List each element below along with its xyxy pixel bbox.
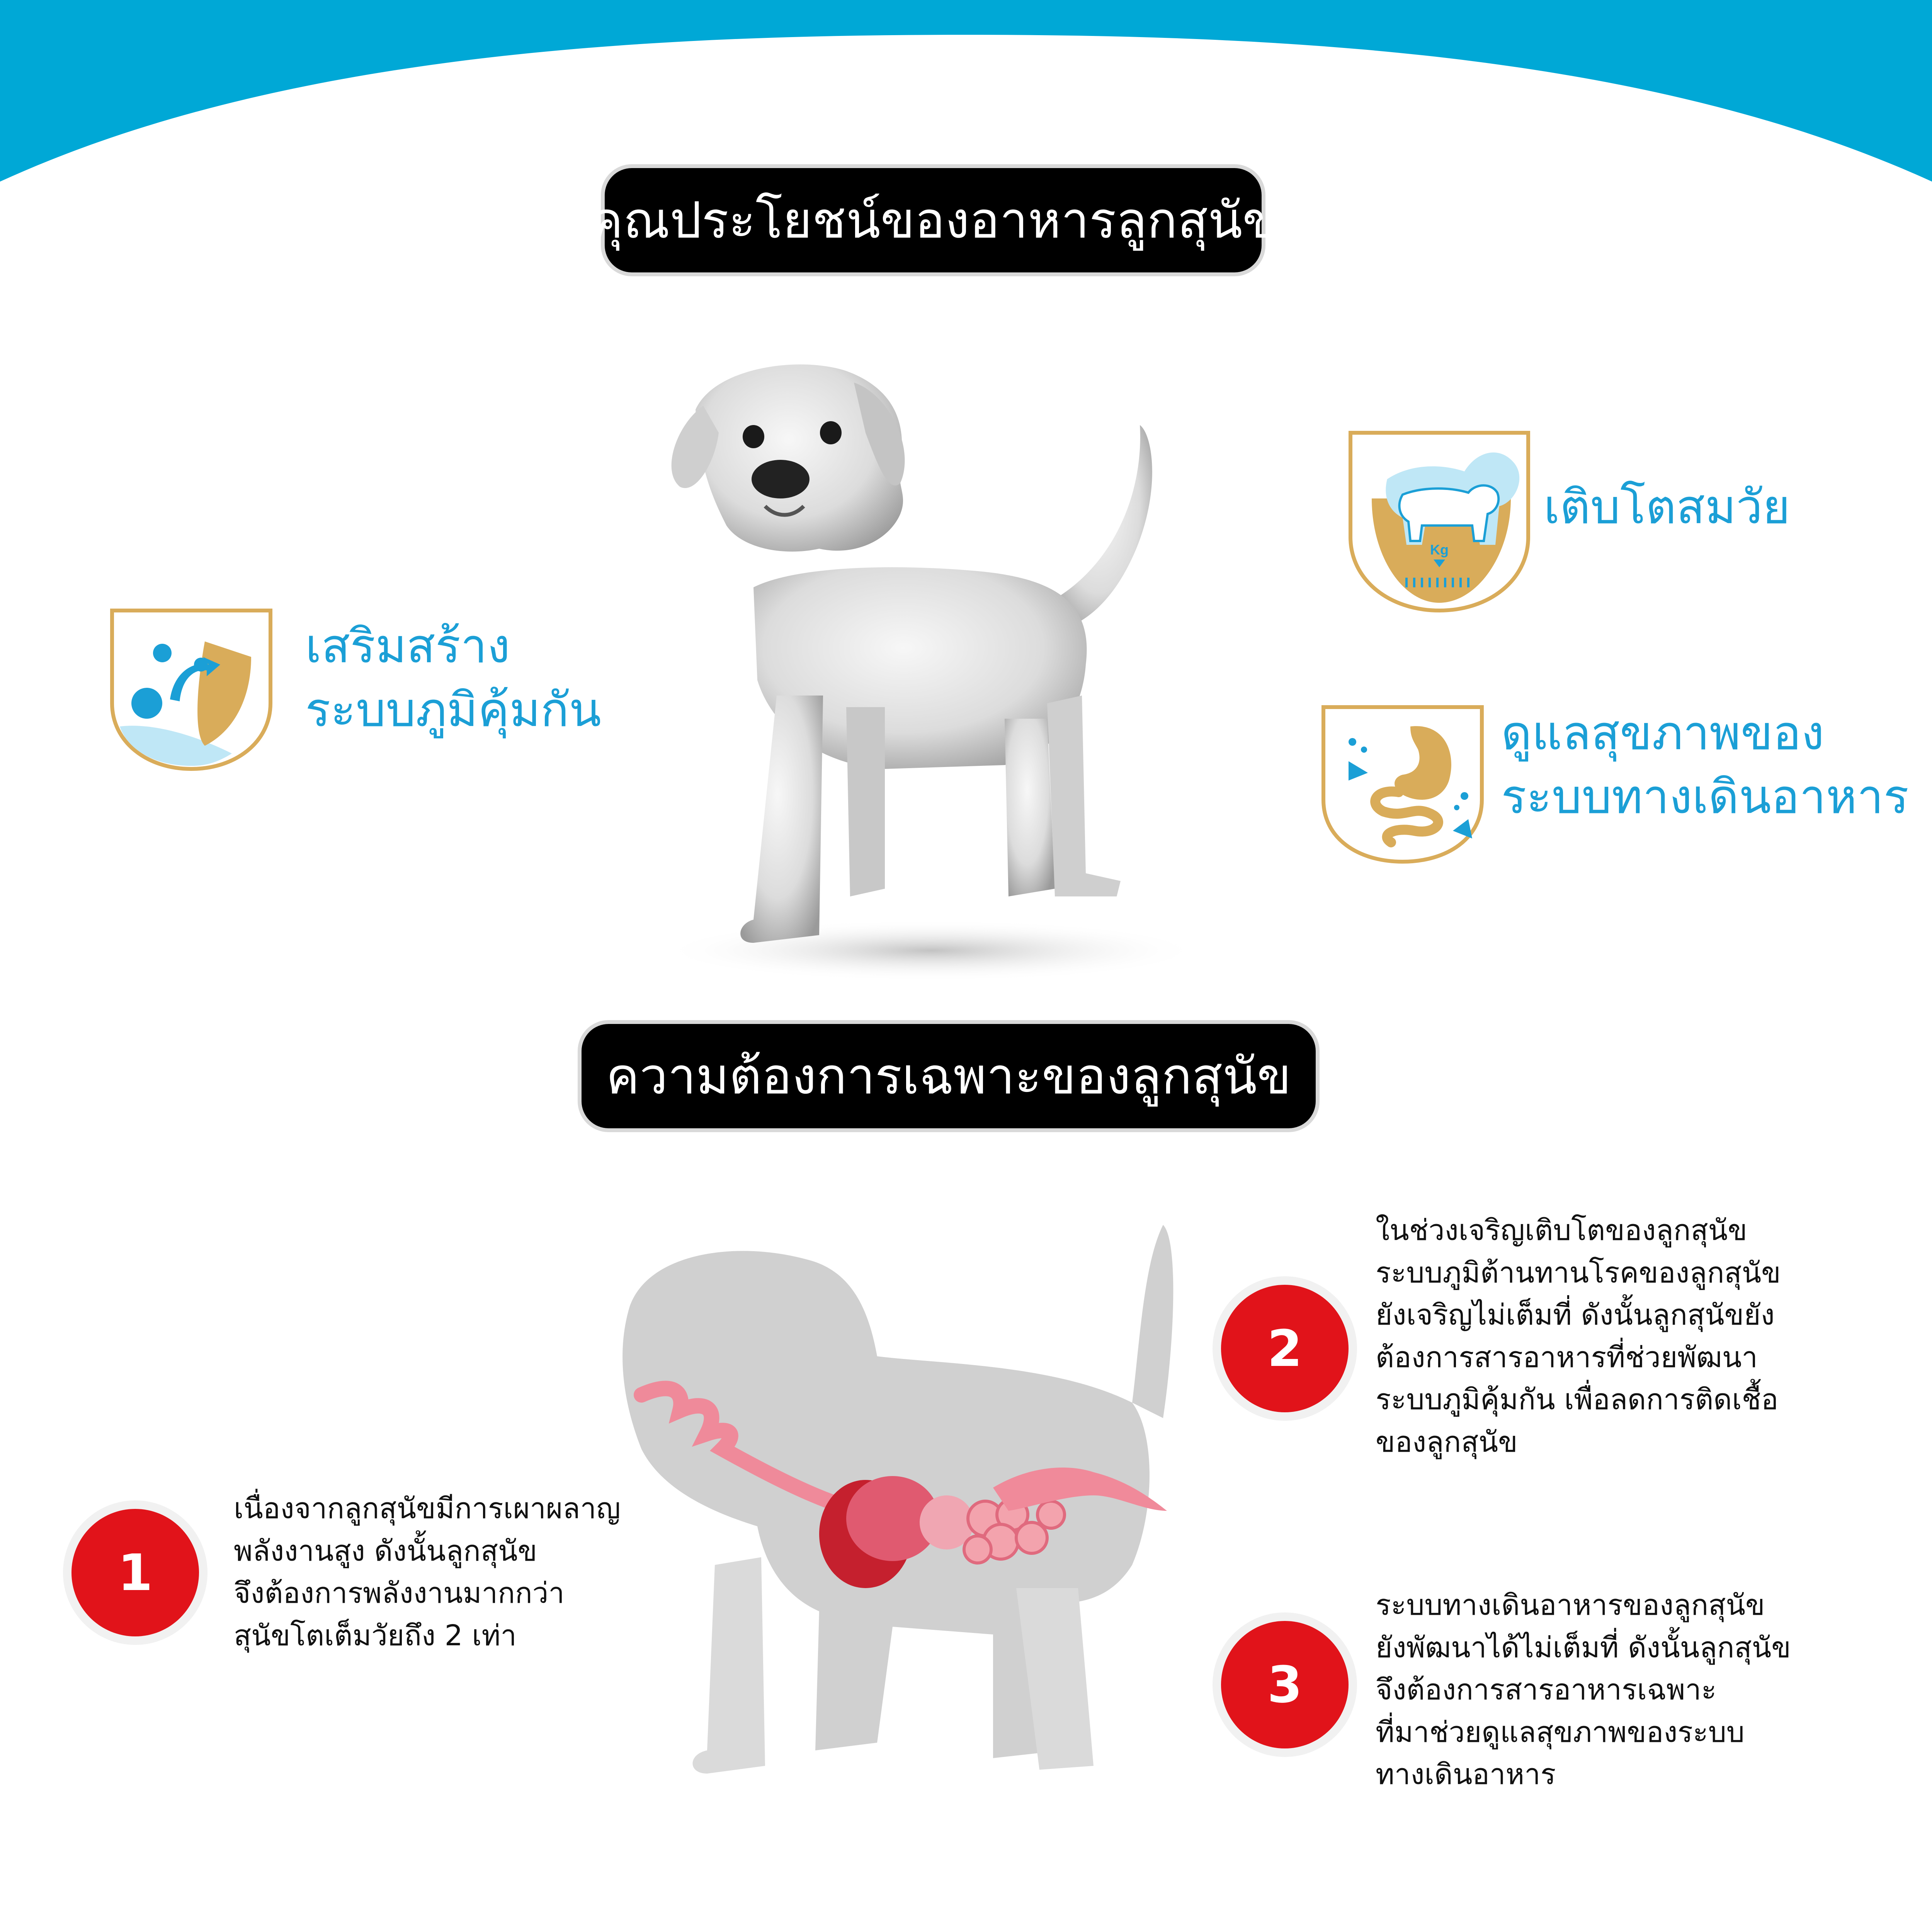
benefits-title: คุณประโยชน์ของอาหารลูกสุนัข	[589, 191, 1277, 250]
puppy-photo	[638, 348, 1217, 989]
point-line: สุนัขโตเต็มวัยถึง 2 เท่า	[234, 1619, 517, 1652]
point-line: จึงต้องการสารอาหารเฉพาะ	[1376, 1673, 1717, 1707]
point-line: ระบบภูมิคุ้มกัน เพื่อลดการติดเชื้อ	[1376, 1383, 1779, 1417]
digestive-system-icon	[1318, 703, 1488, 866]
top-wave-banner	[0, 0, 1932, 185]
immune-shield-icon	[104, 607, 278, 773]
point-3-text	[1376, 1584, 1839, 1796]
point-number: 2	[1267, 1319, 1303, 1378]
point-line: ยังเจริญไม่เต็มที่ ดังนั้นลูกสุนัขยัง	[1376, 1298, 1775, 1332]
puppy-growth-scale-icon	[1345, 429, 1534, 614]
point-line: ยังพัฒนาได้ไม่เต็มที่ ดังนั้นลูกสุนัข	[1376, 1631, 1791, 1664]
point-number: 3	[1267, 1655, 1303, 1714]
benefit-line: ระบบภูมิคุ้มกัน	[305, 682, 602, 737]
point-number: 1	[117, 1543, 153, 1602]
point-line: ทางเดินอาหาร	[1376, 1758, 1556, 1791]
point-2-badge	[1221, 1285, 1349, 1412]
point-line: ที่มาช่วยดูแลสุขภาพของระบบ	[1376, 1715, 1745, 1749]
benefit-line: เสริมสร้าง	[305, 619, 510, 673]
benefit-immune-text	[305, 614, 601, 742]
needs-title-pill	[582, 1024, 1316, 1128]
point-1-badge	[71, 1509, 199, 1636]
point-1-text	[234, 1488, 639, 1657]
benefit-line: ระบบทางเดินอาหาร	[1501, 769, 1909, 824]
point-line: ในช่วงเจริญเติบโตของลูกสุนัข	[1376, 1214, 1747, 1247]
point-line: พลังงานสูง ดังนั้นลูกสุนัข	[234, 1534, 537, 1568]
point-line: ระบบภูมิต้านทานโรคของลูกสุนัข	[1376, 1256, 1781, 1289]
scale-unit-label: Kg	[1430, 542, 1449, 558]
point-3-badge	[1221, 1621, 1349, 1748]
point-2-text	[1376, 1209, 1839, 1463]
puppy-silhouette-anatomy	[591, 1217, 1186, 1777]
needs-title: ความต้องการเฉพาะของลูกสุนัข	[606, 1047, 1291, 1105]
point-line: ต้องการสารอาหารที่ช่วยพัฒนา	[1376, 1340, 1758, 1374]
point-line: เนื่องจากลูกสุนัขมีการเผาผลาญ	[234, 1492, 621, 1525]
benefit-line: ดูแลสุขภาพของ	[1501, 706, 1825, 760]
point-line: จึงต้องการพลังงานมากกว่า	[234, 1577, 565, 1610]
benefits-title-pill	[589, 168, 1277, 272]
benefit-line: เติบโตสมวัย	[1544, 480, 1790, 534]
benefit-digestive-text	[1501, 701, 1909, 828]
point-line: ระบบทางเดินอาหารของลูกสุนัข	[1376, 1588, 1765, 1622]
benefit-growth-text	[1544, 475, 1790, 539]
point-line: ของลูกสุนัข	[1376, 1425, 1518, 1459]
